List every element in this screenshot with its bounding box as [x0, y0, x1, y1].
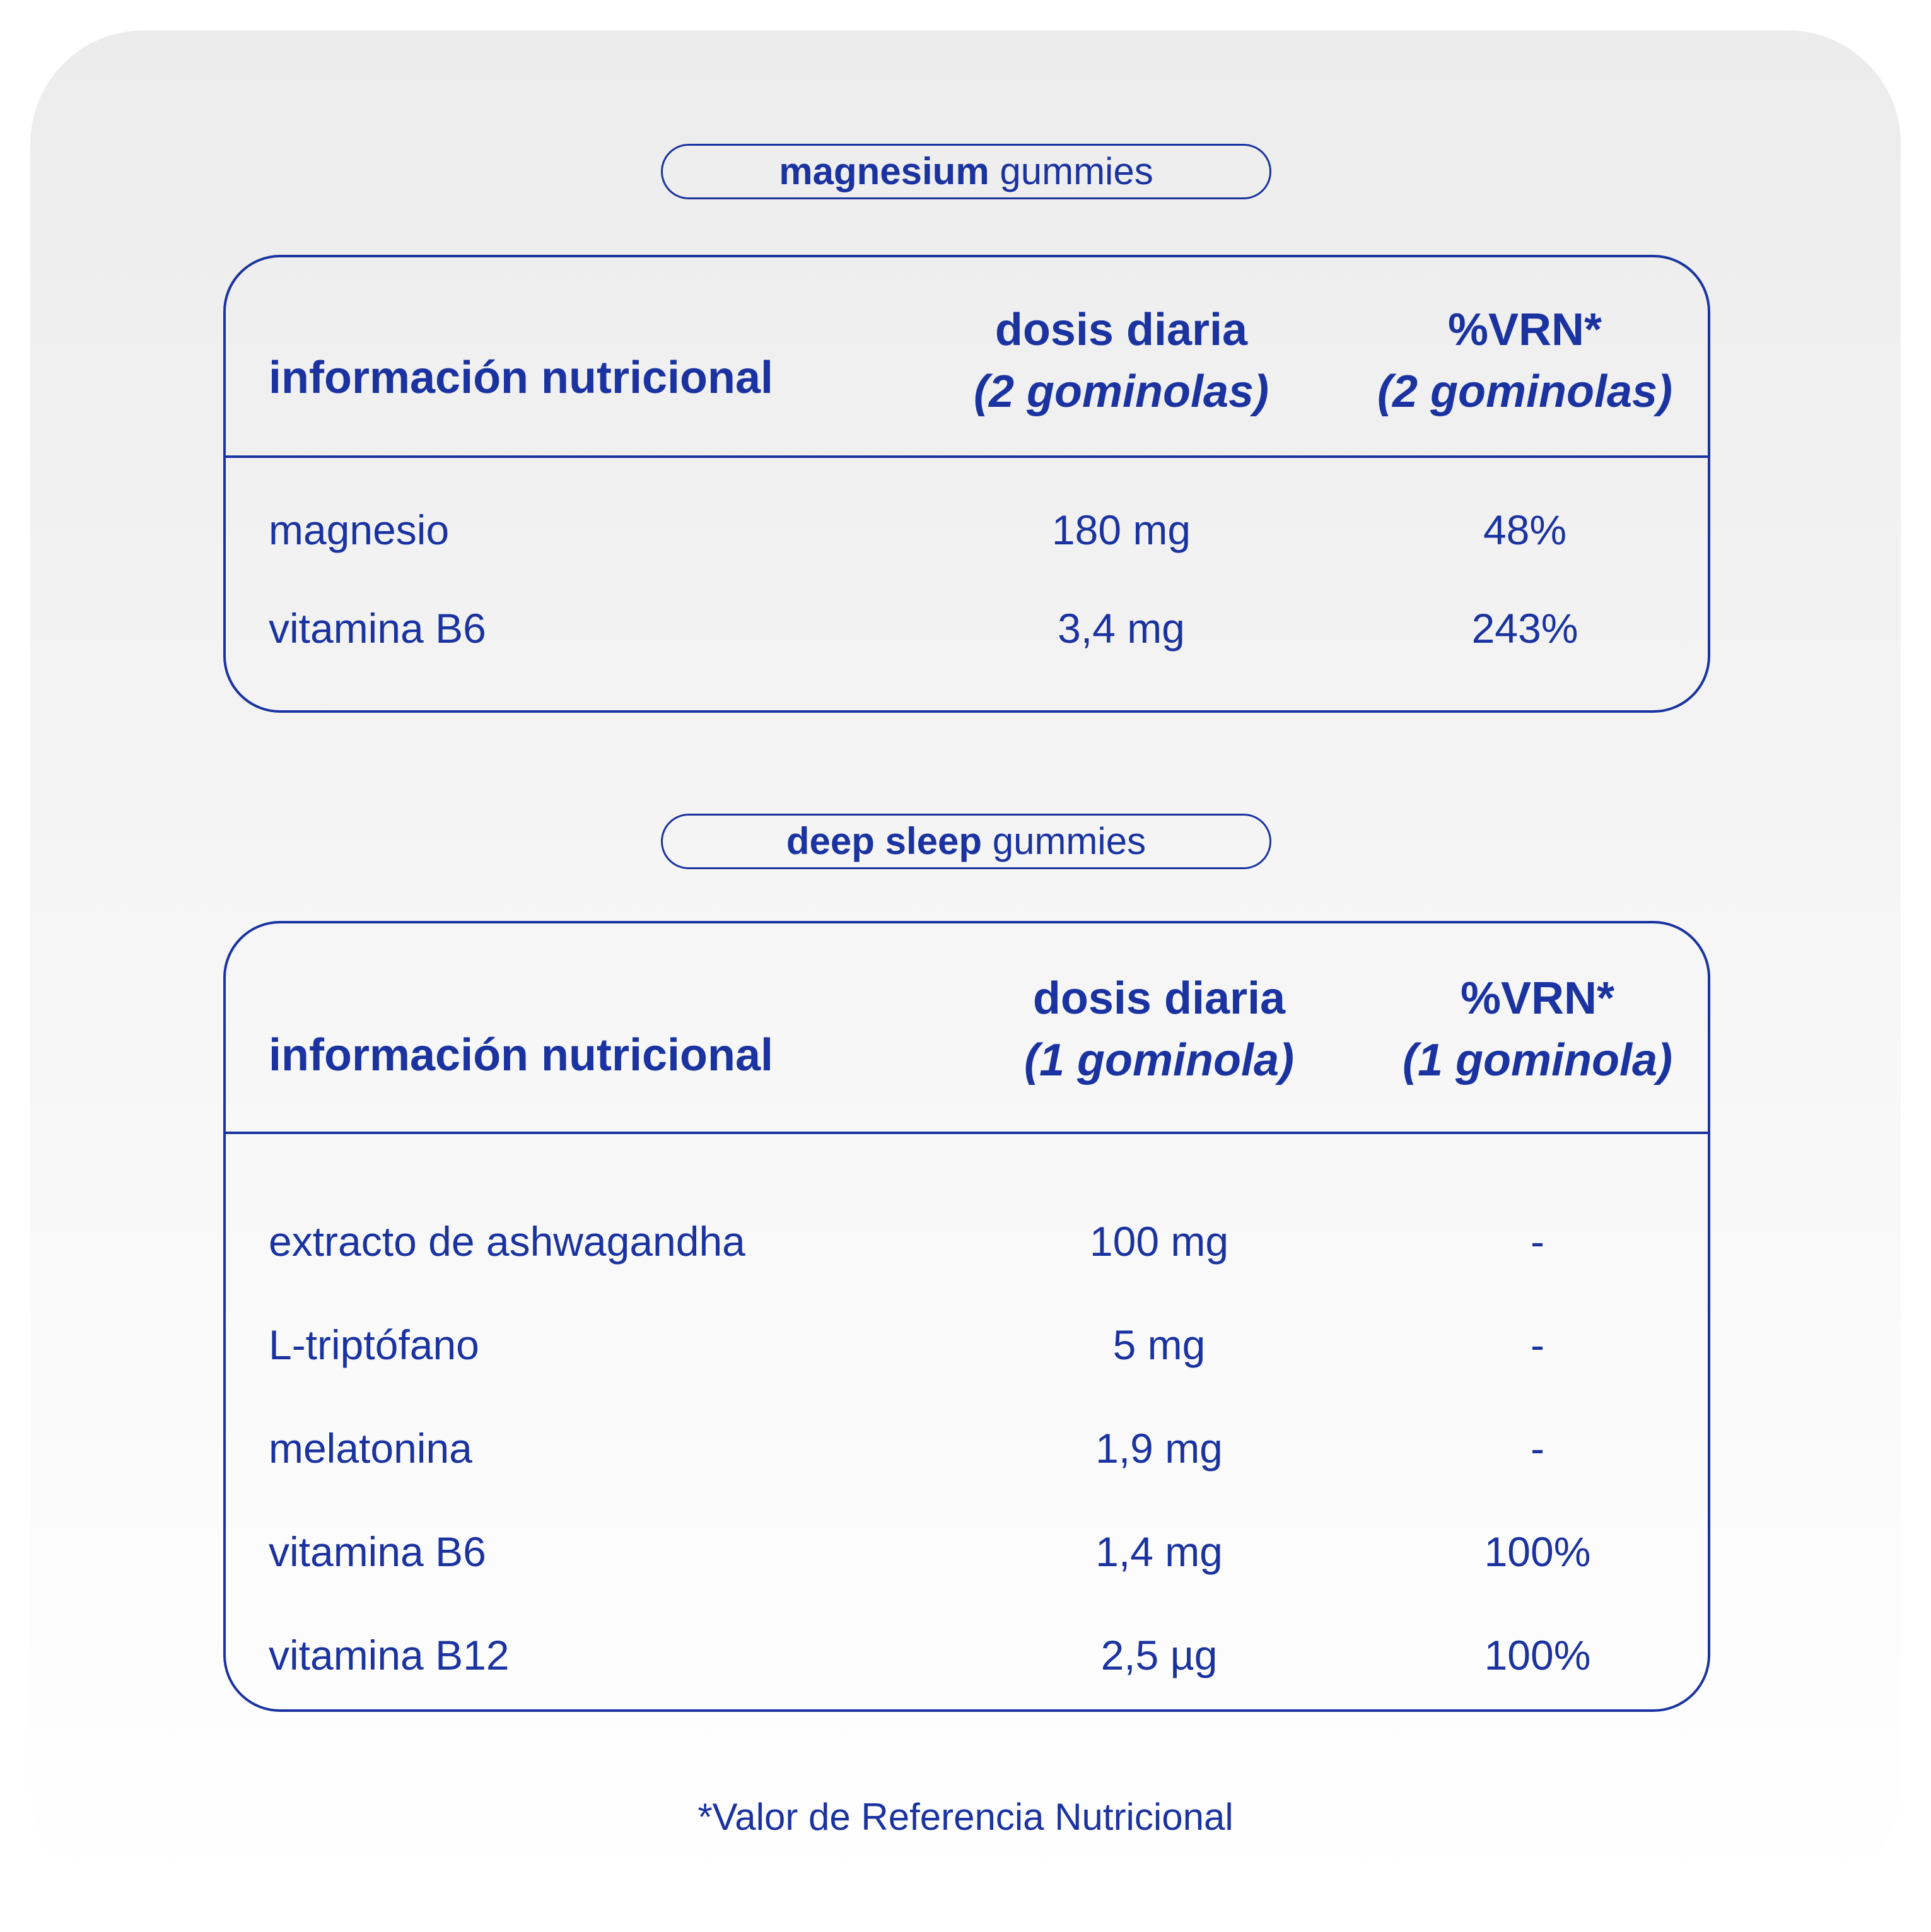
nutrient-dose: 3,4 mg	[1058, 605, 1185, 652]
nutrient-vrn: 100%	[1484, 1528, 1591, 1575]
nutrient-vrn: 48%	[1483, 506, 1567, 553]
nutrient-vrn: 100%	[1484, 1632, 1591, 1678]
product-title-regular: gummies	[1000, 150, 1153, 192]
nutrition-table-deep-sleep	[223, 921, 1710, 1712]
product-title-magnesium	[661, 144, 1271, 199]
nutrient-name: melatonina	[269, 1425, 472, 1472]
header-divider	[226, 1132, 1708, 1134]
nutrient-name: extracto de ashwagandha	[269, 1218, 745, 1265]
nutrient-name: vitamina B6	[269, 605, 486, 652]
header-divider	[226, 455, 1708, 458]
nutrient-vrn: -	[1531, 1425, 1544, 1472]
header-daily-dose-line2: (2 gominolas)	[973, 366, 1269, 417]
product-title-bold: deep sleep	[786, 820, 983, 862]
nutrient-vrn: 243%	[1471, 605, 1578, 652]
header-vrn-line1: %VRN*	[1447, 305, 1602, 355]
header-vrn-line2: (2 gominolas)	[1377, 366, 1673, 417]
nutrient-name: vitamina B12	[269, 1632, 510, 1678]
header-vrn	[1380, 968, 1695, 1091]
header-vrn-line1: %VRN*	[1460, 973, 1615, 1024]
header-daily-dose	[970, 968, 1348, 1091]
nutrient-dose: 1,9 mg	[1095, 1425, 1223, 1472]
nutrient-dose: 180 mg	[1051, 506, 1191, 553]
product-title-regular: gummies	[992, 820, 1146, 862]
nutrient-dose: 1,4 mg	[1095, 1528, 1223, 1575]
nutrient-name: vitamina B6	[269, 1528, 486, 1575]
header-daily-dose-line2: (1 gominola)	[1024, 1035, 1294, 1086]
header-vrn-line2: (1 gominola)	[1403, 1035, 1672, 1086]
header-daily-dose-line1: dosis diaria	[1032, 973, 1286, 1024]
nutrient-vrn: -	[1531, 1218, 1544, 1265]
footnote: *Valor de Referencia Nutricional	[697, 1796, 1234, 1838]
header-vrn	[1336, 299, 1714, 423]
header-daily-dose-line1: dosis diaria	[995, 305, 1248, 355]
nutrient-dose: 2,5 µg	[1100, 1632, 1218, 1678]
header-label: información nutricional	[269, 1030, 774, 1080]
nutrition-table-magnesium	[223, 255, 1710, 713]
nutrient-vrn: -	[1531, 1321, 1544, 1368]
nutrient-dose: 100 mg	[1089, 1218, 1229, 1265]
header-label: información nutricional	[269, 353, 774, 403]
nutrient-name: magnesio	[269, 506, 450, 553]
nutrient-dose: 5 mg	[1112, 1321, 1206, 1368]
nutrient-name: L-triptófano	[269, 1321, 479, 1368]
product-title-bold: magnesium	[779, 150, 989, 192]
product-title-deep-sleep	[661, 814, 1271, 869]
header-daily-dose	[919, 299, 1323, 423]
